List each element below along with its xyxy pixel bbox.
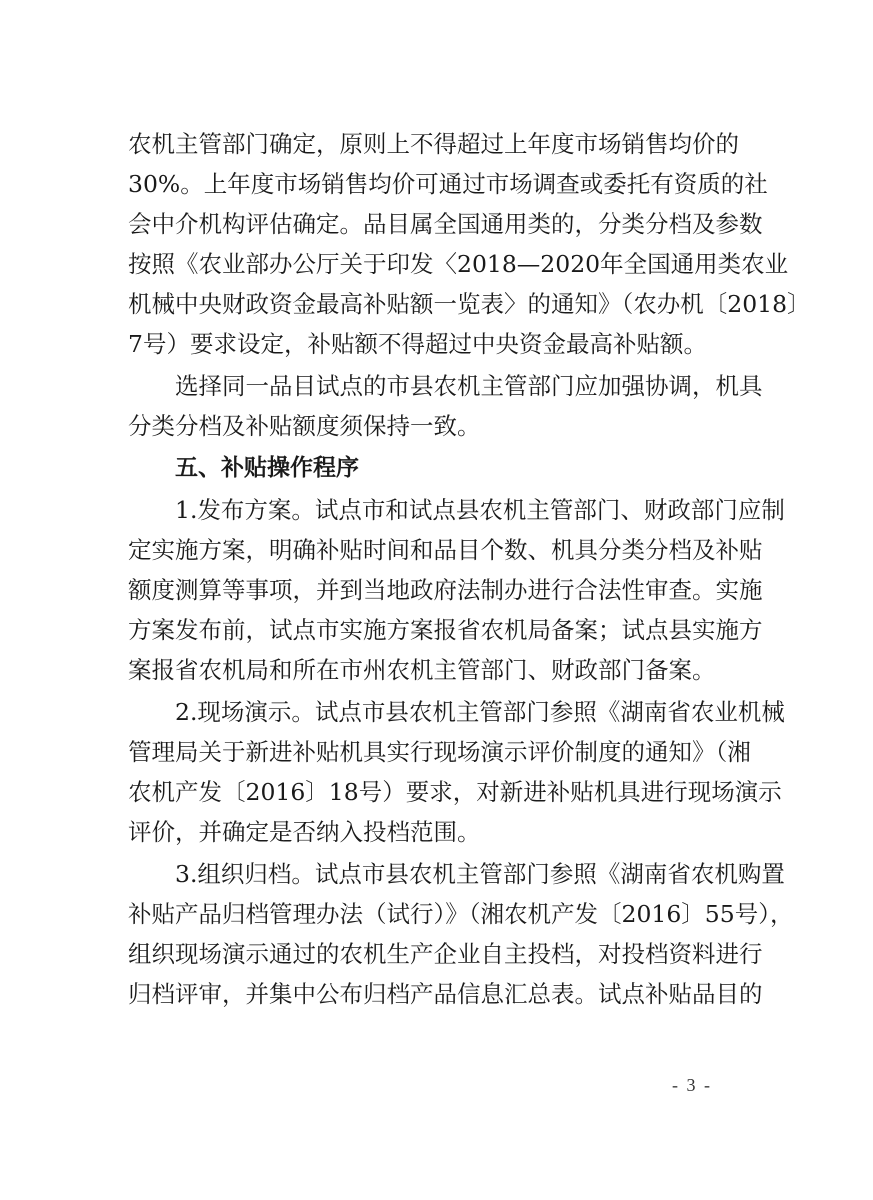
page-number: - 3 - xyxy=(672,1075,712,1095)
paragraph-line: 3.组织归档。试点市县农机主管部门参照《湖南省农机购置 xyxy=(175,860,785,888)
paragraph-line: 归档评审，并集中公布归档产品信息汇总表。试点补贴品目的 xyxy=(128,980,763,1008)
section-heading: 五、补贴操作程序 xyxy=(175,455,359,481)
paragraph-line: 农机产发〔2016〕18号）要求，对新进补贴机具进行现场演示 xyxy=(128,778,782,806)
paragraph-line: 案报省农机局和所在市州农机主管部门、财政部门备案。 xyxy=(128,656,716,684)
paragraph-line: 按照《农业部办公厅关于印发〈2018—2020年全国通用类农业 xyxy=(128,250,789,278)
paragraph-line: 农机主管部门确定，原则上不得超过上年度市场销售均价的 xyxy=(128,130,739,158)
paragraph-line: 分类分档及补贴额度须保持一致。 xyxy=(128,412,481,440)
paragraph-line: 定实施方案，明确补贴时间和品目个数、机具分类分档及补贴 xyxy=(128,536,763,564)
paragraph-line: 评价，并确定是否纳入投档范围。 xyxy=(128,818,481,846)
paragraph-line: 会中介机构评估确定。品目属全国通用类的，分类分档及参数 xyxy=(128,210,763,238)
paragraph-line: 30%。上年度市场销售均价可通过市场调查或委托有资质的社 xyxy=(128,170,768,198)
paragraph-line: 方案发布前，试点市实施方案报省农机局备案；试点县实施方 xyxy=(128,616,763,644)
paragraph-line: 管理局关于新进补贴机具实行现场演示评价制度的通知》（湘 xyxy=(128,738,751,766)
paragraph-line: 7号）要求设定，补贴额不得超过中央资金最高补贴额。 xyxy=(128,330,707,358)
paragraph-line: 组织现场演示通过的农机生产企业自主投档，对投档资料进行 xyxy=(128,940,763,968)
paragraph-line: 机械中央财政资金最高补贴额一览表〉的通知》（农办机〔2018〕 xyxy=(128,290,811,318)
paragraph-line: 额度测算等事项，并到当地政府法制办进行合法性审查。实施 xyxy=(128,576,763,604)
paragraph-line: 2.现场演示。试点市县农机主管部门参照《湖南省农业机械 xyxy=(175,698,785,726)
paragraph-line: 选择同一品目试点的市县农机主管部门应加强协调，机具 xyxy=(175,372,763,400)
document-body xyxy=(128,124,811,1014)
paragraph-line: 1.发布方案。试点市和试点县农机主管部门、财政部门应制 xyxy=(175,496,785,524)
paragraph-line: 补贴产品归档管理办法（试行）》（湘农机产发〔2016〕55号）， xyxy=(128,900,794,928)
